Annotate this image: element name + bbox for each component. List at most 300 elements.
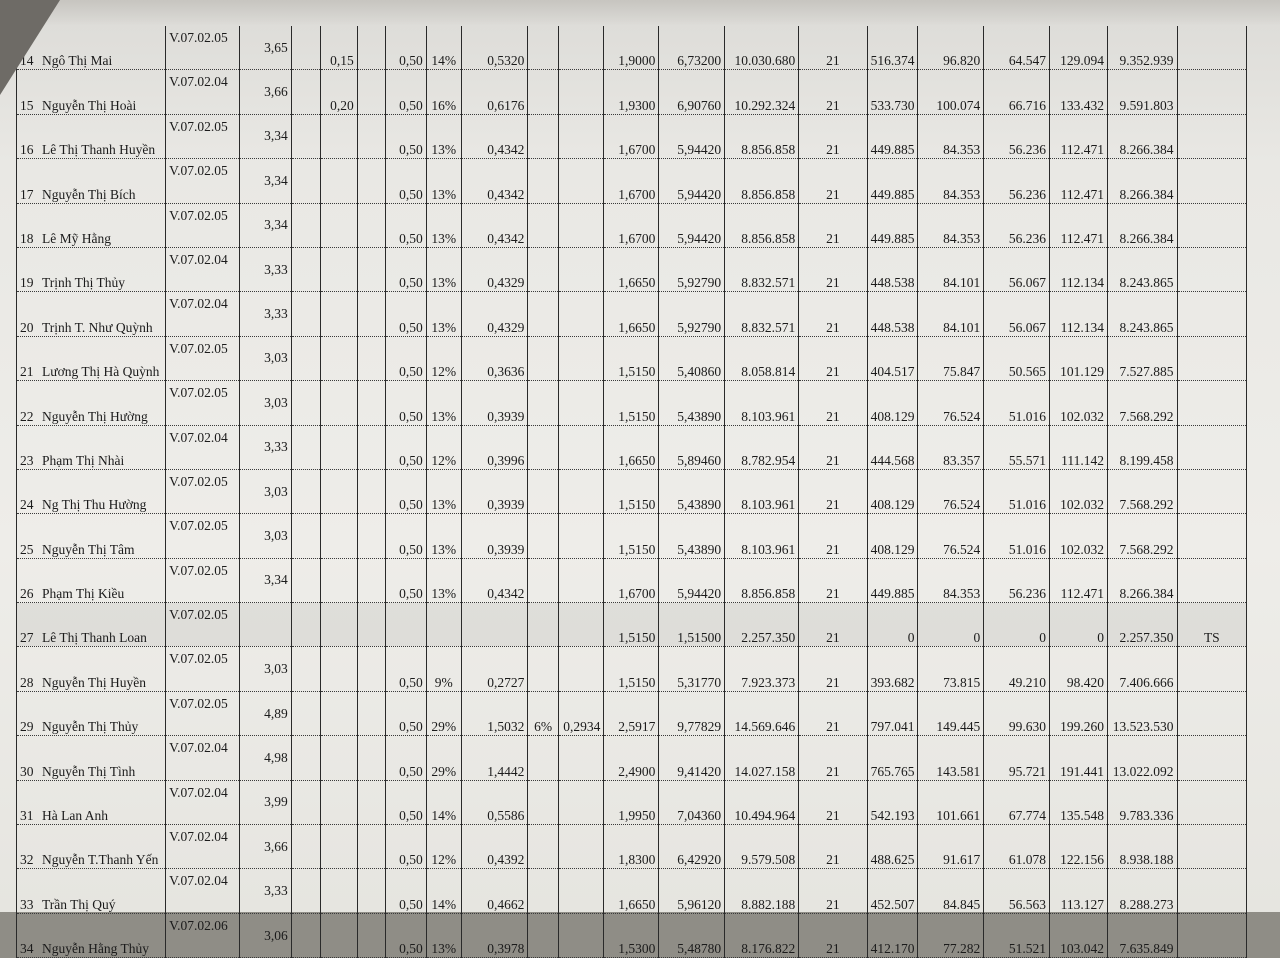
total-coefficient: 1,51500: [659, 603, 725, 647]
seniority-percent: 29%: [426, 691, 461, 735]
seniority-percent: 13%: [426, 159, 461, 203]
total-coefficient: 5,31770: [659, 647, 725, 691]
employee-cell: [17, 736, 166, 780]
allowance-a: [291, 247, 321, 291]
net-amount: 8.266.384: [1108, 114, 1178, 158]
salary-coefficient: 3,33: [239, 869, 291, 913]
unemployment-insurance: 95.721: [984, 736, 1050, 780]
total-coefficient: 5,94420: [659, 203, 725, 247]
work-days: 21: [799, 114, 867, 158]
seniority-percent: 29%: [426, 736, 461, 780]
seniority-coefficient: 1,5032: [461, 691, 528, 735]
note: [1177, 469, 1247, 513]
rank-code: V.07.02.05: [166, 203, 240, 247]
seniority-percent: 13%: [426, 381, 461, 425]
allowance-a: [291, 114, 321, 158]
total-coefficient: 5,40860: [659, 336, 725, 380]
salary-coefficient: 3,06: [239, 913, 291, 957]
health-insurance: 91.617: [918, 825, 984, 869]
seniority-coefficient: 0,3939: [461, 514, 528, 558]
work-days: 21: [799, 869, 867, 913]
allowance-b: [357, 114, 385, 158]
unemployment-insurance: 56.236: [984, 203, 1050, 247]
union-fee: 102.032: [1050, 514, 1108, 558]
net-amount: 8.266.384: [1108, 203, 1178, 247]
seniority-percent: 14%: [426, 26, 461, 70]
note: [1177, 647, 1247, 691]
rank-code: V.07.02.05: [166, 603, 240, 647]
social-insurance: 488.625: [867, 825, 918, 869]
work-days: 21: [799, 603, 867, 647]
health-insurance: 76.524: [918, 514, 984, 558]
seniority-coefficient: 0,4392: [461, 825, 528, 869]
total-coefficient: 5,96120: [659, 869, 725, 913]
position-allowance: [321, 292, 357, 336]
work-days: 21: [799, 825, 867, 869]
table-row: [17, 26, 1280, 70]
rank-code: V.07.02.04: [166, 292, 240, 336]
table-row: [17, 558, 1280, 602]
seniority-coefficient: 0,3939: [461, 381, 528, 425]
employee-cell: [17, 647, 166, 691]
seniority-coefficient: 0,2727: [461, 647, 528, 691]
preferential-coefficient: 1,5150: [604, 469, 659, 513]
salary-coefficient: 4,89: [239, 691, 291, 735]
total-amount: 8.058.814: [725, 336, 799, 380]
salary-table-body: [17, 26, 1280, 958]
salary-coefficient: 3,33: [239, 292, 291, 336]
row-number: 21: [20, 364, 34, 380]
work-days: 21: [799, 159, 867, 203]
union-fee: 112.471: [1050, 114, 1108, 158]
salary-coefficient: 3,03: [239, 336, 291, 380]
extra-coefficient: [558, 381, 604, 425]
work-days: 21: [799, 336, 867, 380]
unemployment-insurance: 56.067: [984, 247, 1050, 291]
seniority-coefficient: 0,6176: [461, 70, 528, 114]
total-amount: 7.923.373: [725, 647, 799, 691]
unemployment-insurance: 61.078: [984, 825, 1050, 869]
total-amount: 8.856.858: [725, 203, 799, 247]
allowance-a: [291, 514, 321, 558]
employee-cell: [17, 869, 166, 913]
row-number: 29: [20, 719, 34, 735]
row-number: 16: [20, 142, 34, 158]
rank-code: V.07.02.05: [166, 114, 240, 158]
unemployment-insurance: 55.571: [984, 425, 1050, 469]
total-coefficient: 5,92790: [659, 292, 725, 336]
note: [1177, 869, 1247, 913]
allowance-b: [357, 913, 385, 957]
row-number: 33: [20, 896, 34, 912]
note: [1177, 26, 1247, 70]
allowance-a: [291, 425, 321, 469]
extra-coefficient: [558, 603, 604, 647]
preferential-coefficient: 1,9300: [604, 70, 659, 114]
paper-fold-shadow: [0, 0, 1280, 26]
work-days: 21: [799, 469, 867, 513]
net-amount: 13.523.530: [1108, 691, 1178, 735]
extra-percent: [528, 825, 558, 869]
extra-coefficient: [558, 26, 604, 70]
net-amount: 9.783.336: [1108, 780, 1178, 824]
employee-cell: [17, 381, 166, 425]
total-amount: 8.782.954: [725, 425, 799, 469]
social-insurance: 516.374: [867, 26, 918, 70]
unemployment-insurance: 56.563: [984, 869, 1050, 913]
allowance-a: [291, 203, 321, 247]
union-fee: 112.471: [1050, 159, 1108, 203]
preferential-allowance: [385, 603, 426, 647]
net-amount: 7.635.849: [1108, 913, 1178, 957]
unemployment-insurance: 56.236: [984, 159, 1050, 203]
extra-coefficient: [558, 558, 604, 602]
total-coefficient: 6,73200: [659, 26, 725, 70]
work-days: 21: [799, 425, 867, 469]
health-insurance: 84.101: [918, 247, 984, 291]
work-days: 21: [799, 913, 867, 957]
employee-name: Nguyễn T.Thanh Yến: [42, 852, 159, 868]
preferential-allowance: 0,50: [385, 736, 426, 780]
preferential-allowance: 0,50: [385, 203, 426, 247]
health-insurance: 101.661: [918, 780, 984, 824]
allowance-a: [291, 603, 321, 647]
position-allowance: [321, 558, 357, 602]
work-days: 21: [799, 558, 867, 602]
union-fee: 199.260: [1050, 691, 1108, 735]
employee-name: Lê Thị Thanh Loan: [42, 630, 147, 646]
note: TS: [1177, 603, 1247, 647]
unemployment-insurance: 51.016: [984, 469, 1050, 513]
preferential-allowance: 0,50: [385, 647, 426, 691]
row-number: 17: [20, 186, 34, 202]
social-insurance: 404.517: [867, 336, 918, 380]
union-fee: 101.129: [1050, 336, 1108, 380]
preferential-coefficient: 2,5917: [604, 691, 659, 735]
preferential-allowance: 0,50: [385, 114, 426, 158]
allowance-b: [357, 247, 385, 291]
rank-code: V.07.02.05: [166, 514, 240, 558]
position-allowance: [321, 381, 357, 425]
row-number: 25: [20, 541, 34, 557]
table-row: [17, 336, 1280, 380]
note: [1177, 247, 1247, 291]
extra-coefficient: [558, 70, 604, 114]
unemployment-insurance: 51.016: [984, 381, 1050, 425]
salary-coefficient: 3,66: [239, 825, 291, 869]
total-amount: 8.832.571: [725, 292, 799, 336]
salary-coefficient: 3,33: [239, 425, 291, 469]
extra-coefficient: 0,2934: [558, 691, 604, 735]
allowance-b: [357, 70, 385, 114]
employee-cell: [17, 469, 166, 513]
preferential-coefficient: 1,5300: [604, 913, 659, 957]
preferential-coefficient: 1,6700: [604, 203, 659, 247]
social-insurance: 448.538: [867, 247, 918, 291]
net-amount: 7.406.666: [1108, 647, 1178, 691]
salary-coefficient: 3,34: [239, 159, 291, 203]
extra-percent: [528, 469, 558, 513]
health-insurance: 75.847: [918, 336, 984, 380]
net-amount: 7.568.292: [1108, 469, 1178, 513]
seniority-percent: 13%: [426, 558, 461, 602]
total-amount: 10.292.324: [725, 70, 799, 114]
allowance-a: [291, 647, 321, 691]
allowance-a: [291, 292, 321, 336]
position-allowance: [321, 247, 357, 291]
allowance-b: [357, 425, 385, 469]
social-insurance: 393.682: [867, 647, 918, 691]
net-amount: 8.288.273: [1108, 869, 1178, 913]
allowance-a: [291, 913, 321, 957]
rank-code: V.07.02.05: [166, 647, 240, 691]
employee-cell: [17, 691, 166, 735]
salary-coefficient: 3,03: [239, 647, 291, 691]
employee-cell: [17, 780, 166, 824]
work-days: 21: [799, 736, 867, 780]
allowance-a: [291, 558, 321, 602]
note: [1177, 736, 1247, 780]
total-coefficient: 9,77829: [659, 691, 725, 735]
total-amount: 8.882.188: [725, 869, 799, 913]
unemployment-insurance: 51.521: [984, 913, 1050, 957]
rank-code: V.07.02.04: [166, 869, 240, 913]
seniority-coefficient: 0,3939: [461, 469, 528, 513]
table-row: [17, 825, 1280, 869]
social-insurance: 765.765: [867, 736, 918, 780]
note: [1177, 159, 1247, 203]
total-amount: 8.832.571: [725, 247, 799, 291]
work-days: 21: [799, 203, 867, 247]
seniority-percent: 12%: [426, 336, 461, 380]
allowance-b: [357, 381, 385, 425]
preferential-coefficient: 1,5150: [604, 603, 659, 647]
seniority-percent: 13%: [426, 514, 461, 558]
employee-name: Hà Lan Anh: [42, 808, 108, 824]
total-coefficient: 6,42920: [659, 825, 725, 869]
employee-cell: [17, 825, 166, 869]
position-allowance: [321, 336, 357, 380]
unemployment-insurance: 56.236: [984, 558, 1050, 602]
total-coefficient: 7,04360: [659, 780, 725, 824]
salary-coefficient: 3,34: [239, 558, 291, 602]
preferential-coefficient: 1,9950: [604, 780, 659, 824]
employee-name: Nguyễn Thị Tình: [42, 763, 136, 779]
employee-cell: [17, 603, 166, 647]
rank-code: V.07.02.05: [166, 558, 240, 602]
extra-coefficient: [558, 736, 604, 780]
seniority-coefficient: 0,3996: [461, 425, 528, 469]
preferential-allowance: 0,50: [385, 469, 426, 513]
unemployment-insurance: 66.716: [984, 70, 1050, 114]
union-fee: 135.548: [1050, 780, 1108, 824]
health-insurance: 149.445: [918, 691, 984, 735]
seniority-coefficient: 0,4329: [461, 247, 528, 291]
table-row: [17, 381, 1280, 425]
preferential-allowance: 0,50: [385, 913, 426, 957]
health-insurance: 84.353: [918, 558, 984, 602]
employee-name: Ng Thị Thu Hường: [42, 497, 147, 513]
seniority-coefficient: 1,4442: [461, 736, 528, 780]
total-amount: 8.856.858: [725, 114, 799, 158]
row-number: 22: [20, 408, 34, 424]
social-insurance: 452.507: [867, 869, 918, 913]
row-number: 30: [20, 763, 34, 779]
allowance-a: [291, 336, 321, 380]
allowance-a: [291, 26, 321, 70]
rank-code: V.07.02.05: [166, 691, 240, 735]
allowance-a: [291, 469, 321, 513]
preferential-coefficient: 1,6700: [604, 114, 659, 158]
extra-coefficient: [558, 292, 604, 336]
seniority-percent: 13%: [426, 292, 461, 336]
total-amount: 9.579.508: [725, 825, 799, 869]
allowance-b: [357, 292, 385, 336]
extra-percent: [528, 514, 558, 558]
note: [1177, 381, 1247, 425]
position-allowance: [321, 203, 357, 247]
employee-name: Nguyễn Thị Thủy: [42, 719, 139, 735]
employee-cell: [17, 514, 166, 558]
allowance-b: [357, 603, 385, 647]
employee-name: Nguyễn Thị Tâm: [42, 541, 135, 557]
employee-name: Lương Thị Hà Quỳnh: [42, 364, 160, 380]
social-insurance: 448.538: [867, 292, 918, 336]
salary-coefficient: [239, 603, 291, 647]
position-allowance: 0,20: [321, 70, 357, 114]
social-insurance: 0: [867, 603, 918, 647]
preferential-allowance: 0,50: [385, 247, 426, 291]
rank-code: V.07.02.05: [166, 469, 240, 513]
employee-cell: [17, 292, 166, 336]
note: [1177, 292, 1247, 336]
net-amount: 8.243.865: [1108, 247, 1178, 291]
allowance-a: [291, 736, 321, 780]
health-insurance: 76.524: [918, 381, 984, 425]
work-days: 21: [799, 647, 867, 691]
union-fee: 113.127: [1050, 869, 1108, 913]
row-number: 31: [20, 808, 34, 824]
employee-name: Lê Mỹ Hằng: [42, 230, 111, 246]
salary-coefficient: 3,34: [239, 203, 291, 247]
allowance-b: [357, 647, 385, 691]
union-fee: 191.441: [1050, 736, 1108, 780]
health-insurance: 84.101: [918, 292, 984, 336]
total-coefficient: 5,43890: [659, 514, 725, 558]
seniority-percent: 13%: [426, 247, 461, 291]
seniority-percent: 13%: [426, 114, 461, 158]
net-amount: 9.352.939: [1108, 26, 1178, 70]
unemployment-insurance: 0: [984, 603, 1050, 647]
net-amount: 8.199.458: [1108, 425, 1178, 469]
total-coefficient: 5,89460: [659, 425, 725, 469]
preferential-coefficient: 1,6700: [604, 558, 659, 602]
allowance-b: [357, 825, 385, 869]
row-number: 23: [20, 452, 34, 468]
unemployment-insurance: 99.630: [984, 691, 1050, 735]
table-row: [17, 691, 1280, 735]
position-allowance: [321, 780, 357, 824]
net-amount: 8.266.384: [1108, 558, 1178, 602]
table-row: [17, 203, 1280, 247]
extra-coefficient: [558, 780, 604, 824]
note: [1177, 514, 1247, 558]
note: [1177, 203, 1247, 247]
preferential-allowance: 0,50: [385, 26, 426, 70]
preferential-coefficient: 1,9000: [604, 26, 659, 70]
row-number: 28: [20, 674, 34, 690]
salary-coefficient: 3,65: [239, 26, 291, 70]
total-coefficient: 9,41420: [659, 736, 725, 780]
seniority-coefficient: [461, 603, 528, 647]
salary-coefficient: 3,03: [239, 514, 291, 558]
extra-coefficient: [558, 114, 604, 158]
union-fee: 112.471: [1050, 203, 1108, 247]
union-fee: 102.032: [1050, 469, 1108, 513]
extra-coefficient: [558, 247, 604, 291]
preferential-allowance: 0,50: [385, 159, 426, 203]
health-insurance: 73.815: [918, 647, 984, 691]
social-insurance: 444.568: [867, 425, 918, 469]
total-coefficient: 6,90760: [659, 70, 725, 114]
total-coefficient: 5,94420: [659, 558, 725, 602]
table-row: [17, 70, 1280, 114]
employee-name: Nguyễn Thị Hoài: [42, 97, 137, 113]
net-amount: 9.591.803: [1108, 70, 1178, 114]
position-allowance: [321, 825, 357, 869]
social-insurance: 412.170: [867, 913, 918, 957]
social-insurance: 449.885: [867, 203, 918, 247]
table-row: [17, 469, 1280, 513]
work-days: 21: [799, 780, 867, 824]
total-amount: 2.257.350: [725, 603, 799, 647]
employee-name: Nguyễn Thị Hường: [42, 408, 148, 424]
rank-code: V.07.02.04: [166, 70, 240, 114]
preferential-coefficient: 1,5150: [604, 336, 659, 380]
rank-code: V.07.02.05: [166, 159, 240, 203]
preferential-coefficient: 2,4900: [604, 736, 659, 780]
extra-percent: [528, 336, 558, 380]
position-allowance: [321, 469, 357, 513]
extra-percent: [528, 913, 558, 957]
social-insurance: 797.041: [867, 691, 918, 735]
work-days: 21: [799, 691, 867, 735]
position-allowance: [321, 425, 357, 469]
net-amount: 8.266.384: [1108, 159, 1178, 203]
allowance-a: [291, 159, 321, 203]
rank-code: V.07.02.04: [166, 780, 240, 824]
union-fee: 111.142: [1050, 425, 1108, 469]
health-insurance: 143.581: [918, 736, 984, 780]
row-number: 34: [20, 941, 34, 957]
table-row: [17, 292, 1280, 336]
position-allowance: [321, 603, 357, 647]
allowance-b: [357, 558, 385, 602]
employee-cell: [17, 425, 166, 469]
extra-percent: [528, 114, 558, 158]
employee-cell: [17, 913, 166, 957]
position-allowance: [321, 114, 357, 158]
salary-coefficient: 3,03: [239, 381, 291, 425]
row-number: 24: [20, 497, 34, 513]
rank-code: V.07.02.04: [166, 425, 240, 469]
salary-coefficient: 3,34: [239, 114, 291, 158]
union-fee: 129.094: [1050, 26, 1108, 70]
salary-coefficient: 3,66: [239, 70, 291, 114]
table-row: [17, 736, 1280, 780]
unemployment-insurance: 67.774: [984, 780, 1050, 824]
extra-percent: [528, 869, 558, 913]
